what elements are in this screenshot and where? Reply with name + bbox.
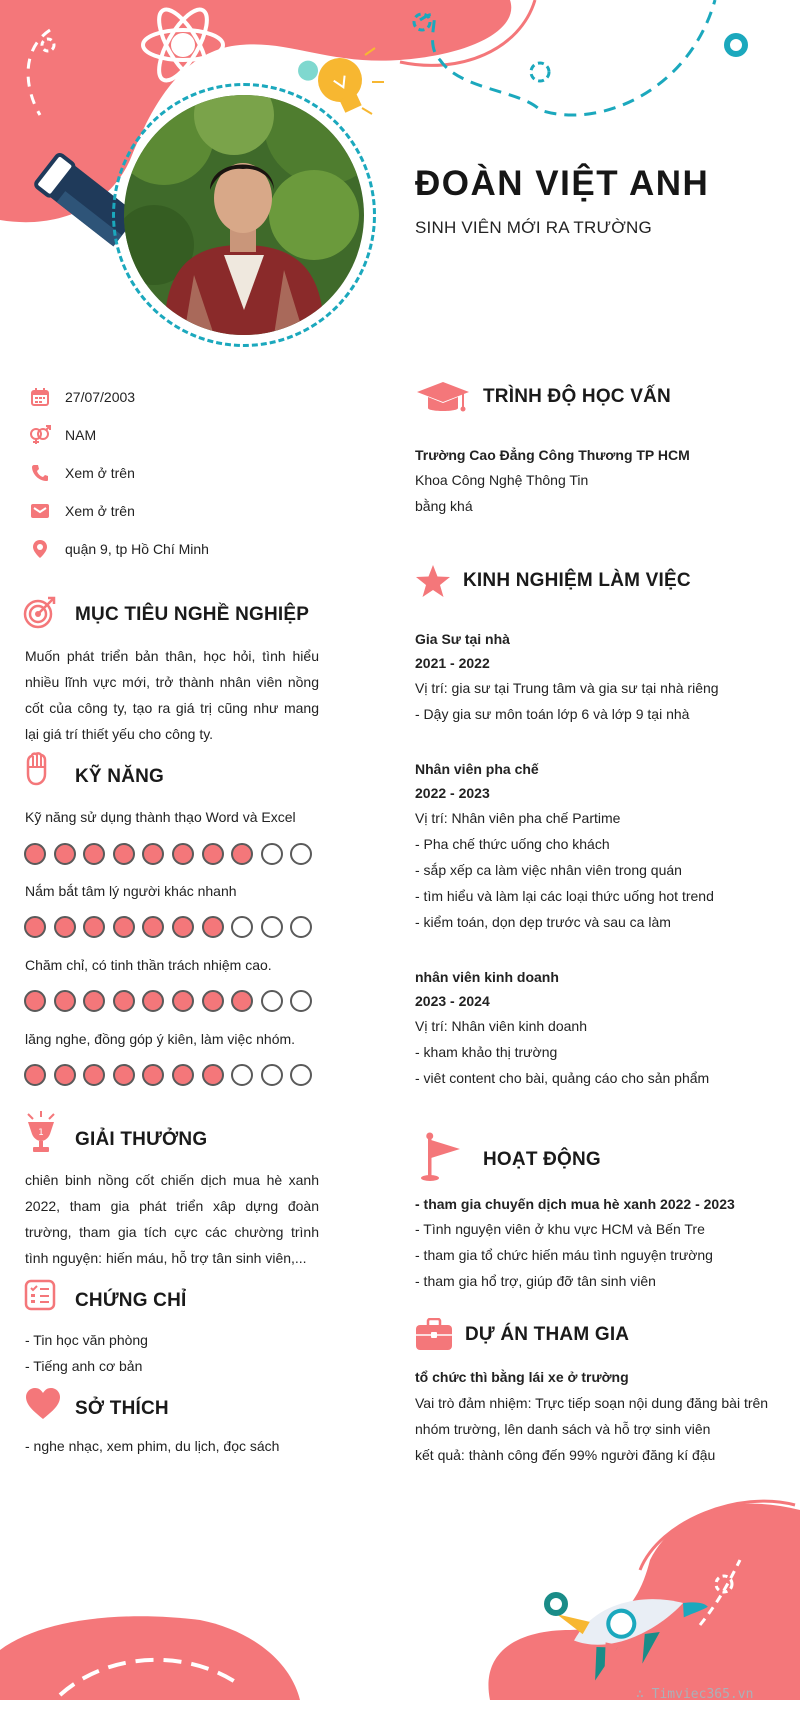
location-icon bbox=[26, 535, 54, 563]
certificate-item: - Tin học văn phòng bbox=[25, 1332, 148, 1348]
rating-dot-filled bbox=[172, 843, 194, 865]
job-period: 2022 - 2023 bbox=[415, 785, 490, 801]
rating-dot-filled bbox=[202, 1064, 224, 1086]
rating-dot-filled bbox=[24, 1064, 46, 1086]
email-icon bbox=[26, 497, 54, 525]
education-school: Trường Cao Đẳng Công Thương TP HCM bbox=[415, 447, 690, 463]
job-company: nhân viên kinh doanh bbox=[415, 969, 559, 985]
rating-dot-filled bbox=[142, 916, 164, 938]
skill-label: Chăm chỉ, có tinh thần trách nhiệm cao. bbox=[25, 957, 272, 973]
rating-dot-empty bbox=[261, 916, 283, 938]
svg-text:1: 1 bbox=[38, 1128, 44, 1138]
phone-text: Xem ở trên bbox=[65, 465, 135, 481]
rating-dot-filled bbox=[113, 990, 135, 1012]
rating-dot-filled bbox=[202, 843, 224, 865]
job-period: 2021 - 2022 bbox=[415, 655, 490, 671]
rating-dot-filled bbox=[142, 1064, 164, 1086]
rating-dot-empty bbox=[261, 843, 283, 865]
job-role: Vị trí: Nhân viên pha chế Partime bbox=[415, 810, 621, 826]
experience-title: KINH NGHIỆM LÀM VIỆC bbox=[463, 570, 691, 591]
rating-dot-filled bbox=[83, 843, 105, 865]
address-text: quận 9, tp Hồ Chí Minh bbox=[65, 541, 209, 557]
project-line: nhóm trường, lên danh sách và hỗ trợ sinh viên bbox=[415, 1421, 711, 1437]
rating-dot-filled bbox=[83, 1064, 105, 1086]
awards-text: chiên binh nồng cốt chiến dịch mua hè xanh 2022, tham gia phát triển xâp dựng đoàn trường, tham gia tích cực các chường trình tình nguyện: hiến máu, hỗ trợ tân sinh viên,... bbox=[25, 1172, 319, 1266]
rating-dot-empty bbox=[231, 916, 253, 938]
avatar bbox=[124, 95, 364, 335]
rating-dot-empty bbox=[261, 990, 283, 1012]
activity-item: - tham gia tổ chức hiến máu tình nguyện trường bbox=[415, 1247, 713, 1263]
job-role: Vị trí: Nhân viên kinh doanh bbox=[415, 1018, 587, 1034]
awards-title: GIẢI THƯỞNG bbox=[75, 1129, 208, 1150]
job-period: 2023 - 2024 bbox=[415, 993, 490, 1009]
job-company: Nhân viên pha chế bbox=[415, 761, 539, 777]
flag-icon bbox=[420, 1132, 462, 1182]
fist-icon bbox=[24, 752, 48, 786]
star-icon bbox=[415, 564, 451, 598]
certificate-icon bbox=[24, 1279, 56, 1311]
avatar-frame bbox=[112, 83, 376, 347]
rating-dot-empty bbox=[231, 1064, 253, 1086]
job-detail: - Pha chế thức uống cho khách bbox=[415, 836, 610, 852]
candidate-title: SINH VIÊN MỚI RA TRƯỜNG bbox=[415, 218, 652, 237]
rating-dot-filled bbox=[172, 990, 194, 1012]
skill-label: lăng nghe, đồng góp ý kiên, làm việc nhóm. bbox=[25, 1031, 296, 1047]
project-line: kết quả: thành công đến 99% người đăng kí đậu bbox=[415, 1447, 716, 1463]
job-role: Vị trí: gia sư tại Trung tâm và gia sư tại nhà riêng bbox=[415, 680, 719, 696]
skill-label: Kỹ năng sử dụng thành thạo Word và Excel bbox=[25, 809, 296, 825]
rating-dot-filled bbox=[231, 990, 253, 1012]
rating-dot-filled bbox=[54, 990, 76, 1012]
project-name: tổ chức thì bằng lái xe ở trường bbox=[415, 1369, 629, 1385]
contact-birthday bbox=[26, 382, 356, 412]
objective-title: MỤC TIÊU NGHỀ NGHIỆP bbox=[75, 604, 310, 625]
hobbies-text: - nghe nhạc, xem phim, du lịch, đọc sách bbox=[25, 1438, 280, 1454]
rating-dot-filled bbox=[24, 990, 46, 1012]
rating-dot-filled bbox=[54, 916, 76, 938]
rating-dot-filled bbox=[83, 990, 105, 1012]
birthday-text: 27/07/2003 bbox=[65, 389, 136, 405]
graduation-cap-icon bbox=[415, 380, 471, 416]
rating-dot-filled bbox=[142, 990, 164, 1012]
rating-dot-empty bbox=[290, 843, 312, 865]
education-grade: bằng khá bbox=[415, 498, 473, 514]
rating-dot-empty bbox=[290, 916, 312, 938]
contact-phone bbox=[26, 458, 356, 488]
project-line: Vai trò đảm nhiệm: Trực tiếp soạn nội dung đăng bài trên bbox=[415, 1395, 769, 1411]
job-detail: - tìm hiểu và làm lại các loại thức uống hot trend bbox=[415, 888, 714, 904]
education-title: TRÌNH ĐỘ HỌC VẤN bbox=[483, 386, 671, 407]
job-detail: - viêt content cho bài, quảng cáo cho sản phẩm bbox=[415, 1070, 710, 1086]
activity-item: - tham gia hổ trợ, giúp đỡ tân sinh viên bbox=[415, 1273, 656, 1289]
rating-dot-filled bbox=[24, 843, 46, 865]
briefcase-icon bbox=[415, 1318, 453, 1352]
trophy-icon bbox=[24, 1110, 58, 1154]
job-detail: - kiểm toán, dọn dẹp trước và sau ca làm bbox=[415, 914, 671, 930]
contact-email bbox=[26, 496, 356, 526]
activities-title: HOẠT ĐỘNG bbox=[483, 1149, 601, 1170]
candidate-name: ĐOÀN VIỆT ANH bbox=[415, 164, 710, 203]
activity-item: - Tình nguyện viên ở khu vực HCM và Bến Tre bbox=[415, 1221, 705, 1237]
certificates-title: CHỨNG CHỈ bbox=[75, 1290, 187, 1311]
target-icon bbox=[22, 594, 58, 630]
footer-decoration bbox=[0, 1480, 800, 1710]
rating-dot-filled bbox=[202, 990, 224, 1012]
rating-dot-filled bbox=[202, 916, 224, 938]
job-detail: - Dậy gia sư môn toán lớp 6 và lớp 9 tại nhà bbox=[415, 706, 690, 722]
skills-title: KỸ NĂNG bbox=[75, 766, 165, 787]
skill-label: Nắm bắt tâm lý người khác nhanh bbox=[25, 883, 237, 899]
gender-text: NAM bbox=[65, 427, 97, 443]
hobbies-title: SỞ THÍCH bbox=[75, 1398, 169, 1419]
education-faculty: Khoa Công Nghệ Thông Tin bbox=[415, 472, 589, 488]
heart-icon bbox=[24, 1387, 62, 1421]
certificate-item: - Tiếng anh cơ bản bbox=[25, 1358, 143, 1374]
contact-address bbox=[26, 534, 356, 564]
objective-text: Muốn phát triển bản thân, học hỏi, tình hiểu nhiều lĩnh vực mới, trở thành nhân viên nồng cốt của công ty, tạo ra giá trị cũng như mang lại giá trí thiết yếu cho công ty. bbox=[25, 648, 319, 742]
rating-dot-filled bbox=[83, 916, 105, 938]
rating-dot-empty bbox=[290, 990, 312, 1012]
rating-dot-filled bbox=[113, 843, 135, 865]
rating-dot-filled bbox=[54, 843, 76, 865]
rating-dot-filled bbox=[113, 916, 135, 938]
watermark: ∴ Timviec365.vn bbox=[636, 1687, 754, 1702]
rating-dot-filled bbox=[54, 1064, 76, 1086]
job-detail: - sắp xếp ca làm việc nhân viên trong quán bbox=[415, 862, 682, 878]
gender-icon bbox=[26, 421, 54, 449]
calendar-icon bbox=[26, 383, 54, 411]
rating-dot-filled bbox=[113, 1064, 135, 1086]
job-company: Gia Sư tại nhà bbox=[415, 631, 510, 647]
projects-title: DỰ ÁN THAM GIA bbox=[465, 1324, 630, 1345]
rating-dot-empty bbox=[261, 1064, 283, 1086]
phone-icon bbox=[26, 459, 54, 487]
rating-dot-filled bbox=[172, 916, 194, 938]
rating-dot-empty bbox=[290, 1064, 312, 1086]
activities-heading: - tham gia chuyến dịch mua hè xanh 2022 - 2023 bbox=[415, 1196, 735, 1212]
job-detail: - kham khảo thị trường bbox=[415, 1044, 558, 1060]
contact-gender bbox=[26, 420, 356, 450]
rating-dot-filled bbox=[231, 843, 253, 865]
rating-dot-filled bbox=[172, 1064, 194, 1086]
rating-dot-filled bbox=[24, 916, 46, 938]
rating-dot-filled bbox=[142, 843, 164, 865]
email-text: Xem ở trên bbox=[65, 503, 135, 519]
